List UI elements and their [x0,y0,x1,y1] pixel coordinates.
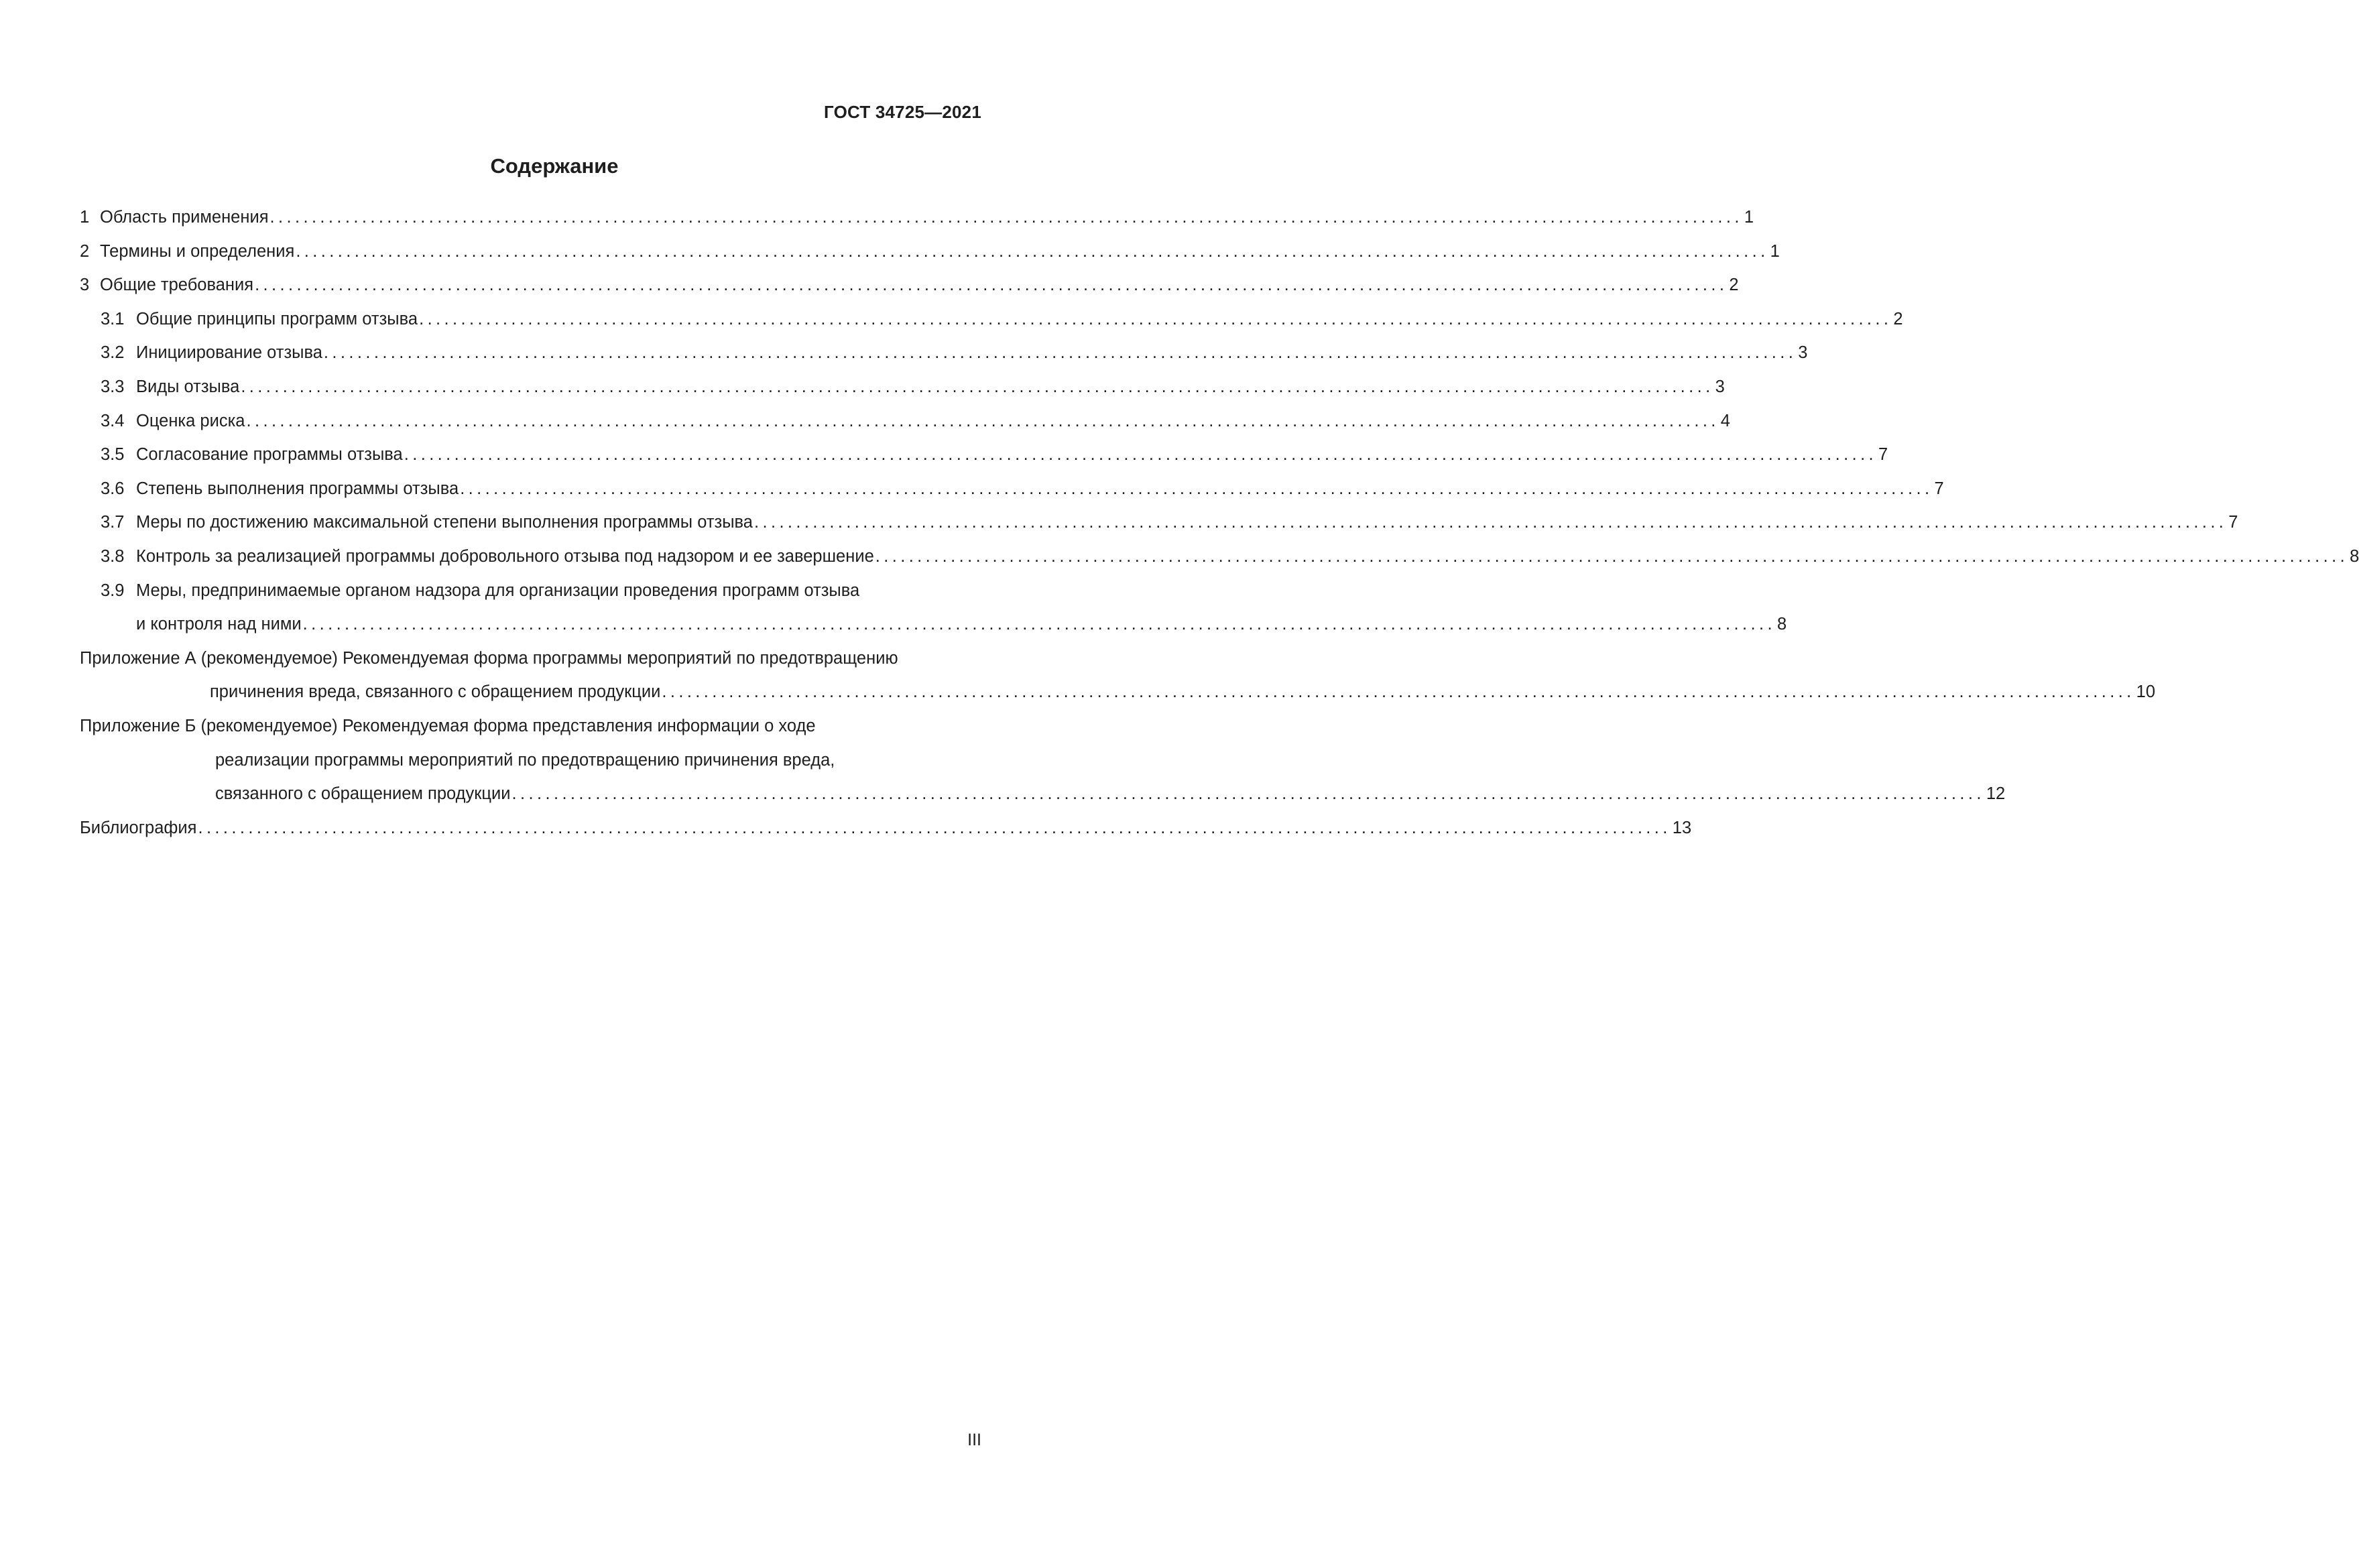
toc-entry-page: 8 [2350,546,2359,566]
toc-entry-title: Контроль за реализацией программы добровольного отзыва под надзором и ее завершение [136,546,874,566]
dot-leader: ................................................................................................................................................................................ [255,276,1728,295]
toc-entry-number: 3.2 [101,343,125,363]
dot-leader: ................................................................................................................................................................................ [323,343,1797,363]
toc-entry[interactable] [80,579,982,613]
dot-leader: ................................................................................................................................................................................ [302,615,1776,634]
toc-entry-page: 3 [1715,377,1725,396]
toc-entry-number: 3.5 [101,445,125,465]
toc-entry-number: 3.6 [101,479,125,498]
dot-leader: ................................................................................................................................................................................ [460,479,1933,498]
toc-entry-page: 8 [1776,615,1787,634]
toc-entry-number: 3.8 [101,546,125,566]
toc-entry-continuation[interactable] [80,612,1787,646]
appendix-a-title: Приложение А (рекомендуемое) Рекомендуемая форма программы мероприятий по предотвращению [80,648,898,668]
toc-entry-page: 13 [1672,818,1692,837]
toc-entry-page: 7 [1878,445,1888,465]
page-number: III [967,1431,981,1449]
toc-entry-title: Общие требования [100,276,254,295]
toc-entry-number: 2 [80,241,90,261]
toc-entry-page: 2 [1729,276,1739,295]
toc-title: Содержание [490,154,619,178]
toc-entry[interactable] [80,477,1944,511]
toc-entry[interactable] [80,273,1739,307]
toc-entry-title: Термины и определения [100,241,295,261]
toc-entry-number: 3.3 [101,377,125,396]
toc-entry-page: 7 [1934,479,1944,498]
toc-entry-title: Общие принципы программ отзыва [136,309,418,328]
toc-entry[interactable] [80,409,1730,443]
toc-bibliography[interactable] [80,816,1692,850]
appendix-a-title-continued: причинения вреда, связанного с обращением продукции [210,682,661,702]
dot-leader: ................................................................................................................................................................................ [246,411,1719,430]
toc-entry[interactable] [80,307,1903,341]
dot-leader: ................................................................................................................................................................................ [241,377,1714,396]
toc-entry-title: Виды отзыва [136,377,240,396]
toc-entry-number: 3.4 [101,411,125,430]
toc-entry-page: 1 [1744,208,1754,227]
toc-entry-title: Меры, предпринимаемые органом надзора для организации проведения программ отзыва [136,581,860,600]
toc-entry-title: Согласование программы отзыва [136,445,403,465]
toc-entry-number: 3.1 [101,309,125,328]
dot-leader: ................................................................................................................................................................................ [296,241,1769,261]
table-of-contents [80,205,2359,849]
toc-entry-page: 10 [2136,682,2156,702]
toc-entry-page: 4 [1720,411,1730,430]
toc-appendix-a[interactable] [80,646,982,680]
toc-entry-title: Меры по достижению максимальной степени выполнения программы отзыва [136,513,753,532]
toc-entry-number: 1 [80,208,90,227]
dot-leader: ................................................................................................................................................................................ [269,208,1743,227]
toc-entry[interactable] [80,375,1725,409]
appendix-b-title-continued: реализации программы мероприятий по предотвращению причинения вреда, [215,750,835,770]
toc-entry[interactable] [80,205,1754,239]
dot-leader: ................................................................................................................................................................................ [404,445,1878,465]
toc-entry-title: Оценка риска [136,411,245,430]
dot-leader: ................................................................................................................................................................................ [662,682,2135,702]
dot-leader: ................................................................................................................................................................................ [511,784,1985,804]
toc-entry-title-continued: и контроля над ними [136,615,302,634]
toc-entry[interactable] [80,544,2359,579]
toc-entry[interactable] [80,239,1780,274]
appendix-b-title-continued: связанного с обращением продукции [215,784,511,804]
toc-entry-title: Область применения [100,208,269,227]
toc-entry-page: 3 [1798,343,1808,363]
toc-entry[interactable] [80,510,2238,544]
dot-leader: ................................................................................................................................................................................ [753,513,2228,532]
toc-entry-title: Степень выполнения программы отзыва [136,479,459,498]
appendix-b-title: Приложение Б (рекомендуемое) Рекомендуемая форма представления информации о ходе [80,716,816,735]
toc-appendix-b[interactable] [80,714,982,748]
document-designation: ГОСТ 34725—2021 [824,102,981,122]
toc-entry-number: 3 [80,276,90,295]
toc-entry-number: 3.9 [101,581,125,600]
toc-entry[interactable] [80,341,1808,375]
dot-leader: ................................................................................................................................................................................ [419,309,1892,328]
toc-entry-title: Инициирование отзыва [136,343,322,363]
bibliography-title: Библиография [80,818,197,837]
toc-entry-number: 3.7 [101,513,125,532]
toc-entry-page: 12 [1986,784,2006,804]
dot-leader: ................................................................................................................................................................................ [198,818,1671,837]
toc-appendix-b-continuation[interactable] [80,748,982,782]
toc-entry-page: 1 [1770,241,1780,261]
toc-entry-page: 7 [2228,513,2238,532]
toc-entry-page: 2 [1893,309,1903,328]
dot-leader: ................................................................................................................................................................................ [875,546,2349,566]
toc-appendix-a-continuation[interactable] [80,680,2156,714]
toc-entry[interactable] [80,442,1888,477]
toc-appendix-b-continuation[interactable] [80,782,2006,816]
